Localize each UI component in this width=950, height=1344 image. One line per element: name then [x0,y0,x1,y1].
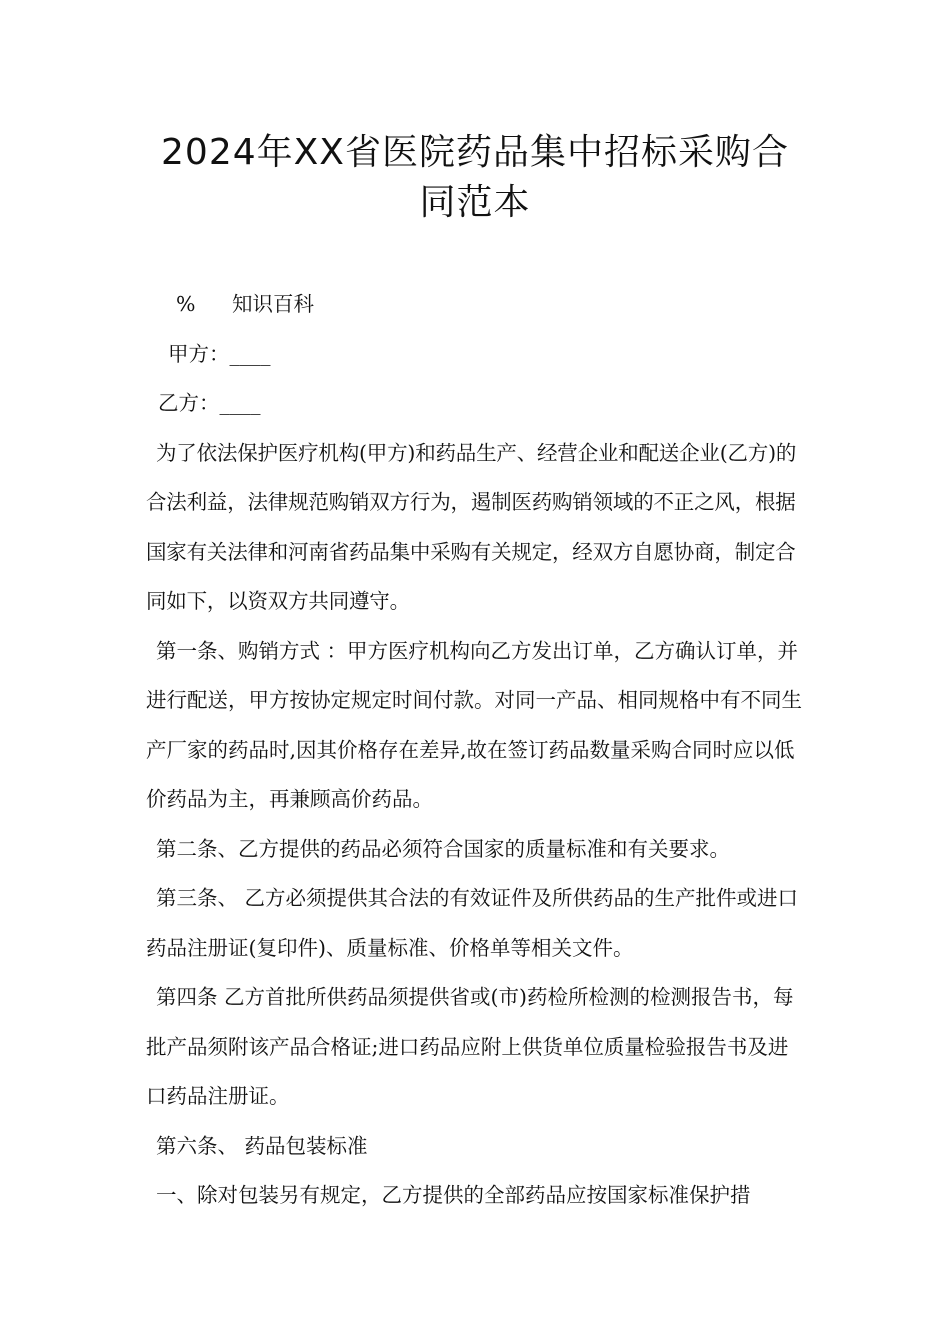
intro-paragraph: 为了依法保护医疗机构(甲方)和药品生产、经营企业和配送企业(乙方)的合法利益，法律规范购销双方行为，遏制医药购销领域的不正之风，根据国家有关法律和河南省药品集中采购有关规定，经双方自愿协商，制定合同如下，以资双方共同遵守。 [146,440,797,613]
source-label: 知识百科 [232,292,314,316]
percent-symbol: % [176,292,196,316]
article-6-item-1: 一、除对包装另有规定，乙方提供的全部药品应按国家标准保护措 [156,1183,751,1207]
document-title [120,128,830,228]
source-line [146,280,806,330]
article-6-heading: 第六条、 药品包装标准 [156,1133,368,1158]
article-2-paragraph: 第二条、乙方提供的药品必须符合国家的质量标准和有关要求。 [156,836,730,861]
title-line-1: 2024年XX省医院药品集中招标采购合 [161,132,789,173]
party-a-line: 甲方：____ [168,341,271,366]
article-1-paragraph: 第一条、购销方式 ：甲方医疗机构向乙方发出订单，乙方确认订单，并进行配送，甲方按协定规定时间付款。对同一产品、相同规格中有不同生产厂家的药品时,因其价格存在差异,故在签订药品数量采购合同时应以低价药品为主，再兼顾高价药品。 [146,638,802,811]
title-line-2: 同范本 [419,182,531,223]
document-body [146,280,806,1221]
article-3-paragraph: 第三条、 乙方必须提供其合法的有效证件及所供药品的生产批件或进口药品注册证(复印件)、质量标准、价格单等相关文件。 [146,886,799,960]
party-b-line: 乙方：____ [158,391,261,415]
article-4-paragraph: 第四条 乙方首批所供药品须提供省或(市)药检所检测的检测报告书，每批产品须附该产品合格证;进口药品应附上供货单位质量检验报告书及进口药品注册证。 [146,985,794,1108]
